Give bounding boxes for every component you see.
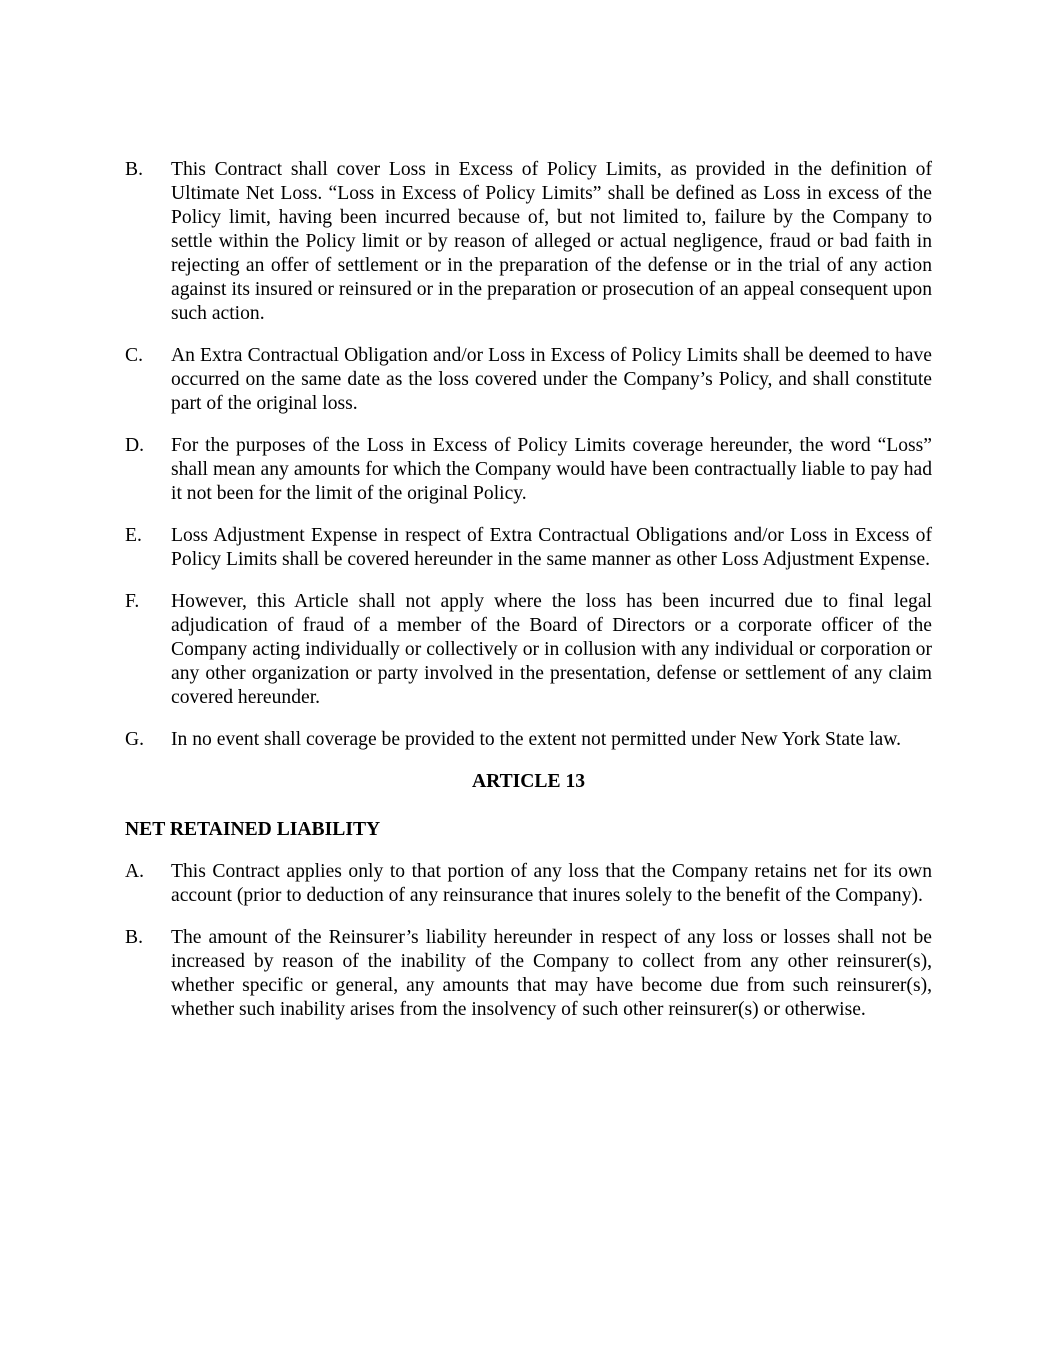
clause-text: For the purposes of the Loss in Excess of Policy Limits coverage hereunder, the word “Loss” shall mean any amounts for which the Company would have been contractually liable to pay had it not been for the limit of the original Policy.: [171, 435, 932, 504]
clause-text: This Contract shall cover Loss in Excess of Policy Limits, as provided in the definition of Ultimate Net Loss. “Loss in Excess of Policy Limits” shall be defined as Loss in excess of the Policy limit, having been incurred because of, but not limited to, failure by the Company to settle within the Policy limit or by reason of alleged or actual negligence, fraud or bad faith in rejecting an offer of settlement or in the preparation of the defense or in the trial of any action against its insured or reinsured or in the preparation or prosecution of an appeal consequent upon such action.: [171, 159, 932, 324]
clause-text: In no event shall coverage be provided to the extent not permitted under New York State law.: [171, 729, 902, 750]
clause-g: [125, 728, 932, 752]
section-heading: NET RETAINED LIABILITY: [125, 819, 381, 840]
document-page: [125, 158, 932, 1040]
clause-letter: B.: [125, 159, 143, 180]
clause-text: However, this Article shall not apply where the loss has been incurred due to final legal adjudication of fraud of a member of the Board of Directors or a corporate officer of the Company acting individually or collectively or in collusion with any individual or corporation or any other organization or party involved in the presentation, defense or settlement of any claim covered hereunder.: [171, 591, 932, 708]
clause-text: An Extra Contractual Obligation and/or Loss in Excess of Policy Limits shall be deemed to have occurred on the same date as the loss covered under the Company’s Policy, and shall constitute part of the original loss.: [171, 345, 932, 414]
clause-d: [125, 434, 932, 506]
clause-letter: A.: [125, 861, 145, 882]
clause-text: Loss Adjustment Expense in respect of Extra Contractual Obligations and/or Loss in Excess of Policy Limits shall be covered hereunder in the same manner as other Loss Adjustment Expense.: [171, 525, 932, 570]
clause-c: [125, 344, 932, 416]
clause-letter: F.: [125, 591, 140, 612]
clause-letter: C.: [125, 345, 143, 366]
clause-letter: D.: [125, 435, 145, 456]
clause-text: This Contract applies only to that portion of any loss that the Company retains net for its own account (prior to deduction of any reinsurance that inures solely to the benefit of the Company).: [171, 861, 932, 906]
clause-letter: E.: [125, 525, 142, 546]
clause-letter: G.: [125, 729, 145, 750]
clause-letter: B.: [125, 927, 143, 948]
clause-b: [125, 158, 932, 326]
clause-text: The amount of the Reinsurer’s liability hereunder in respect of any loss or losses shall not be increased by reason of the inability of the Company to collect from any other reinsurer(s), whether specific or general, any amounts that may have become due from such reinsurer(s), whether such inability arises from the insolvency of such other reinsurer(s) or otherwise.: [171, 927, 932, 1020]
article-title: ARTICLE 13: [471, 771, 586, 792]
clause-f: [125, 590, 932, 710]
clause-a: [125, 860, 932, 908]
clause-e: [125, 524, 932, 572]
clause-b-liability: [125, 926, 932, 1022]
